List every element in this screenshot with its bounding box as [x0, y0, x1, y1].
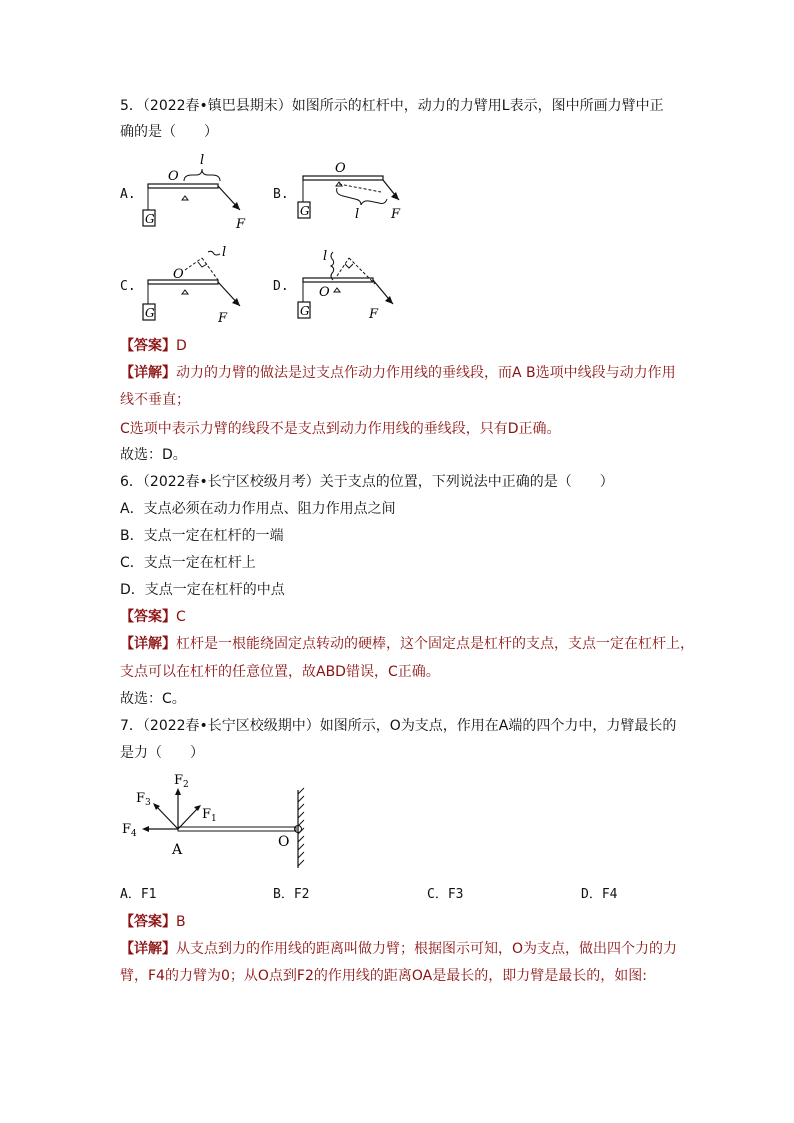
- q7-label-f4: $F_4$: [122, 822, 137, 839]
- q6-option-a: A．支点必须在动力作用点、阻力作用点之间: [120, 501, 396, 517]
- q5-d-label-f: F: [369, 307, 379, 322]
- q5-option-b-label: B.: [273, 187, 289, 202]
- q5-answer-value: D: [176, 338, 187, 354]
- q5-c-label-g: G: [145, 306, 155, 320]
- q5-d-label-o: O: [319, 285, 330, 300]
- q5-c-label-o: O: [173, 267, 184, 282]
- q6-detail-line2: 支点可以在杠杆的任意位置，故ABD错误，C正确。: [120, 664, 440, 680]
- q7-stem-line2: 是力（ ）: [120, 745, 204, 761]
- q5-diagram-b: [293, 158, 413, 228]
- q5-a-label-g: G: [145, 212, 155, 226]
- q7-detail-line1: [120, 939, 677, 959]
- q5-detail-line1: [120, 363, 676, 383]
- q5-c-label-l: l: [222, 245, 227, 260]
- q5-choice: 故选：D。: [120, 447, 187, 463]
- q5-b-label-o: O: [335, 161, 346, 176]
- q6-detail-line1: [120, 634, 694, 654]
- q5-d-label-g: G: [300, 304, 310, 318]
- q7-detail-text1: 从支点到力的作用线的距离叫做力臂；根据图示可知，O为支点，做出四个力的力: [176, 941, 678, 957]
- q5-detail-tag: 【详解】: [120, 365, 176, 381]
- q7-detail-line2: 臂，F4的力臂为0；从O点到F2的作用线的距离OA是最长的，即力臂是最长的，如图:: [120, 968, 647, 984]
- q5-answer-line: [120, 336, 187, 356]
- q6-stem-line1: 6．（2022春•长宁区校级月考）关于支点的位置，下列说法中正确的是（ ）: [120, 474, 614, 490]
- q7-stem-line1: 7．（2022春•长宁区校级期中）如图所示，O为支点，作用在A端的四个力中，力臂最长的: [120, 718, 677, 734]
- q6-answer-tag: 【答案】: [120, 609, 176, 625]
- q6-option-b: B．支点一定在杠杆的一端: [120, 528, 284, 544]
- q7-label-f3: $F_3$: [136, 791, 151, 808]
- q7-detail-tag: 【详解】: [120, 941, 176, 957]
- q6-detail-text1: 杠杆是一根能绕固定点转动的硬棒，这个固定点是杠杆的支点，支点一定在杠杆上，: [176, 636, 694, 652]
- q5-stem-line2: 确的是（ ）: [120, 124, 218, 140]
- q6-choice: 故选：C。: [120, 691, 186, 707]
- q7-label-f1: $F_1$: [202, 807, 217, 824]
- q5-option-d-label: D.: [273, 279, 289, 294]
- q5-diagram-c: [140, 240, 260, 328]
- q5-b-label-l: l: [355, 207, 360, 222]
- q5-diagram-a: [140, 148, 260, 233]
- q6-option-c: C．支点一定在杠杆上: [120, 555, 256, 571]
- q7-label-o: O: [278, 834, 290, 850]
- q7-option-b: B．F2: [273, 887, 310, 902]
- q7-option-c: C．F3: [427, 887, 464, 902]
- q5-a-label-o: O: [168, 169, 179, 184]
- q6-answer-value: C: [176, 609, 186, 625]
- q5-diagram-d: [293, 240, 413, 328]
- q5-a-label-l: l: [200, 153, 205, 168]
- q7-answer-line: [120, 912, 186, 932]
- q7-answer-value: B: [176, 914, 186, 930]
- q5-a-label-f: F: [236, 217, 246, 232]
- q5-detail-text1: 动力的力臂的做法是过支点作动力作用线的垂线段，而A B选项中线段与动力作用: [176, 365, 676, 381]
- q7-option-a: A．F1: [120, 887, 157, 902]
- q5-detail-line3: C选项中表示力臂的线段不是支点到动力作用线的垂线段，只有D正确。: [120, 421, 561, 437]
- q5-option-a-label: A.: [120, 187, 136, 202]
- q6-answer-line: [120, 607, 186, 627]
- q6-detail-tag: 【详解】: [120, 636, 176, 652]
- q5-b-label-g: G: [300, 204, 310, 218]
- q7-force-diagram: [118, 770, 318, 870]
- q7-label-f2: $F_2$: [174, 773, 189, 790]
- q5-detail-line2: 线不垂直；: [120, 392, 190, 408]
- q7-label-a: A: [172, 842, 183, 858]
- q5-answer-tag: 【答案】: [120, 338, 176, 354]
- q5-option-c-label: C.: [120, 279, 136, 294]
- q5-stem-line1: 5．（2022春•镇巴县期末）如图所示的杠杆中，动力的力臂用L表示，图中所画力臂中正: [120, 98, 664, 114]
- q5-b-label-f: F: [391, 207, 401, 222]
- q5-c-label-f: F: [218, 311, 228, 326]
- q7-option-d: D．F4: [581, 887, 618, 902]
- q7-answer-tag: 【答案】: [120, 914, 176, 930]
- q5-d-label-l: l: [323, 249, 328, 264]
- q6-option-d: D．支点一定在杠杆的中点: [120, 582, 285, 598]
